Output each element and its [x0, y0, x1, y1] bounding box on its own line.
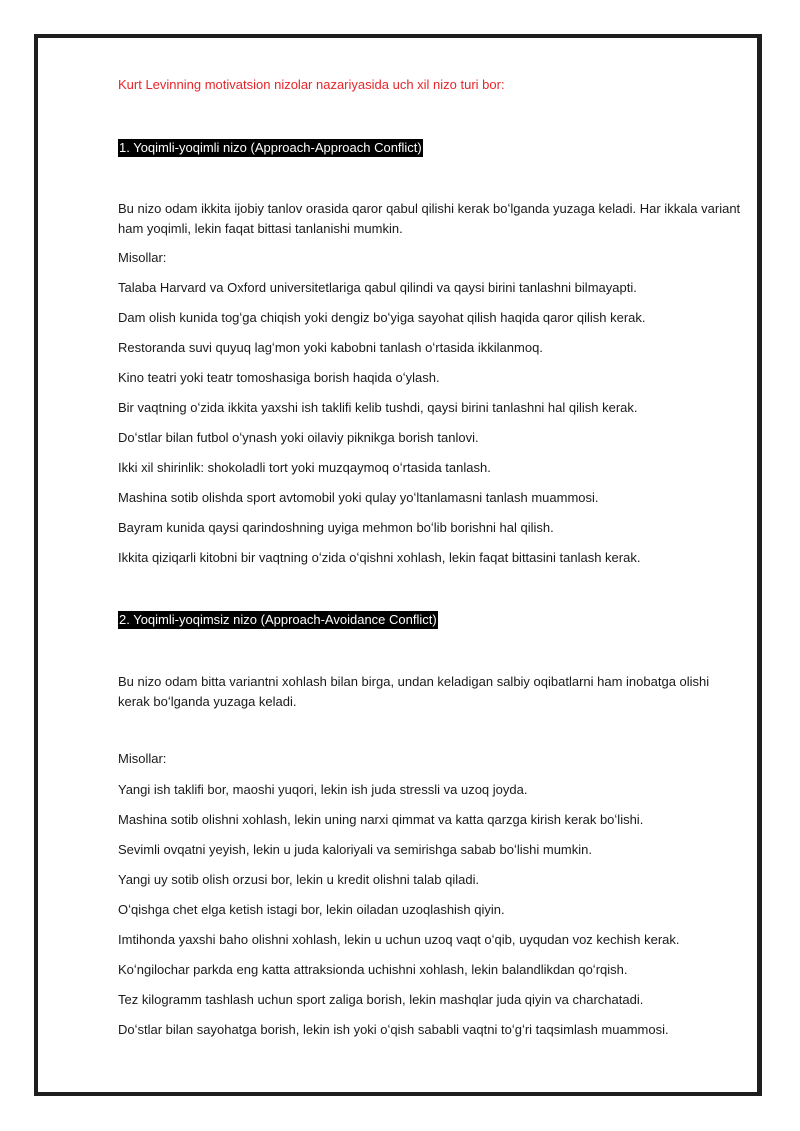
section-2-description: Bu nizo odam bitta variantni xohlash bilan birga, undan keladigan salbiy oqibatlarni ham inobatga olishi kerak boʻlganda yuzaga keladi.	[118, 674, 710, 709]
list-item: Yangi uy sotib olish orzusi bor, lekin u kredit olishni talab qiladi.	[118, 872, 480, 887]
list-item: Yangi ish taklifi bor, maoshi yuqori, lekin ish juda stressli va uzoq joyda.	[118, 782, 528, 797]
section-2-heading: 2. Yoqimli-yoqimsiz nizo (Approach-Avoidance Conflict)	[119, 612, 437, 627]
list-item: Mashina sotib olishda sport avtomobil yoki qulay yoʻltanlamasni tanlash muammosi.	[118, 490, 599, 505]
section-2-examples-label: Misollar:	[118, 751, 167, 766]
list-item: Doʻstlar bilan futbol oʻynash yoki oilaviy piknikga borish tanlovi.	[118, 430, 479, 445]
list-item: Imtihonda yaxshi baho olishni xohlash, lekin u uchun uzoq vaqt oʻqib, uyqudan voz kechish kerak.	[118, 932, 680, 947]
list-item: Ikki xil shirinlik: shokoladli tort yoki muzqaymoq oʻrtasida tanlash.	[118, 460, 491, 475]
intro-text: Kurt Levinning motivatsion nizolar nazariyasida uch xil nizo turi bor:	[118, 77, 505, 92]
list-item: Doʻstlar bilan sayohatga borish, lekin ish yoki oʻqish sababli vaqtni toʻgʻri taqsimlash muammosi.	[118, 1022, 669, 1037]
list-item: Tez kilogramm tashlash uchun sport zaliga borish, lekin mashqlar juda qiyin va charchatadi.	[118, 992, 644, 1007]
list-item: Talaba Harvard va Oxford universitetlariga qabul qilindi va qaysi birini tanlashni bilmayapti.	[118, 280, 637, 295]
list-item: Bayram kunida qaysi qarindoshning uyiga mehmon boʻlib borishni hal qilish.	[118, 520, 554, 535]
section-1-description: Bu nizo odam ikkita ijobiy tanlov orasida qaror qabul qilishi kerak boʻlganda yuzaga keladi. Har ikkala variant ham yoqimli, lekin faqat bittasi tanlanishi mumkin.	[118, 201, 741, 236]
list-item: Oʻqishga chet elga ketish istagi bor, lekin oiladan uzoqlashish qiyin.	[118, 902, 505, 917]
list-item: Restoranda suvi quyuq lagʻmon yoki kabobni tanlash oʻrtasida ikkilanmoq.	[118, 340, 543, 355]
page-frame	[34, 34, 762, 1096]
list-item: Kino teatri yoki teatr tomoshasiga borish haqida oʻylash.	[118, 370, 440, 385]
list-item: Koʻngilochar parkda eng katta attraksionda uchishni xohlash, lekin balandlikdan qoʻrqish.	[118, 962, 628, 977]
list-item: Dam olish kunida togʻga chiqish yoki dengiz boʻyiga sayohat qilish haqida qaror qilish kerak.	[118, 310, 646, 325]
section-1-examples-label: Misollar:	[118, 250, 167, 265]
section-1-heading: 1. Yoqimli-yoqimli nizo (Approach-Approach Conflict)	[119, 140, 422, 155]
list-item: Ikkita qiziqarli kitobni bir vaqtning oʻzida oʻqishni xohlash, lekin faqat bittasini tanlash kerak.	[118, 550, 641, 565]
list-item: Bir vaqtning oʻzida ikkita yaxshi ish taklifi kelib tushdi, qaysi birini tanlashni hal qilish kerak.	[118, 400, 638, 415]
list-item: Mashina sotib olishni xohlash, lekin uning narxi qimmat va katta qarzga kirish kerak boʻlishi.	[118, 812, 644, 827]
list-item: Sevimli ovqatni yeyish, lekin u juda kaloriyali va semirishga sabab boʻlishi mumkin.	[118, 842, 592, 857]
